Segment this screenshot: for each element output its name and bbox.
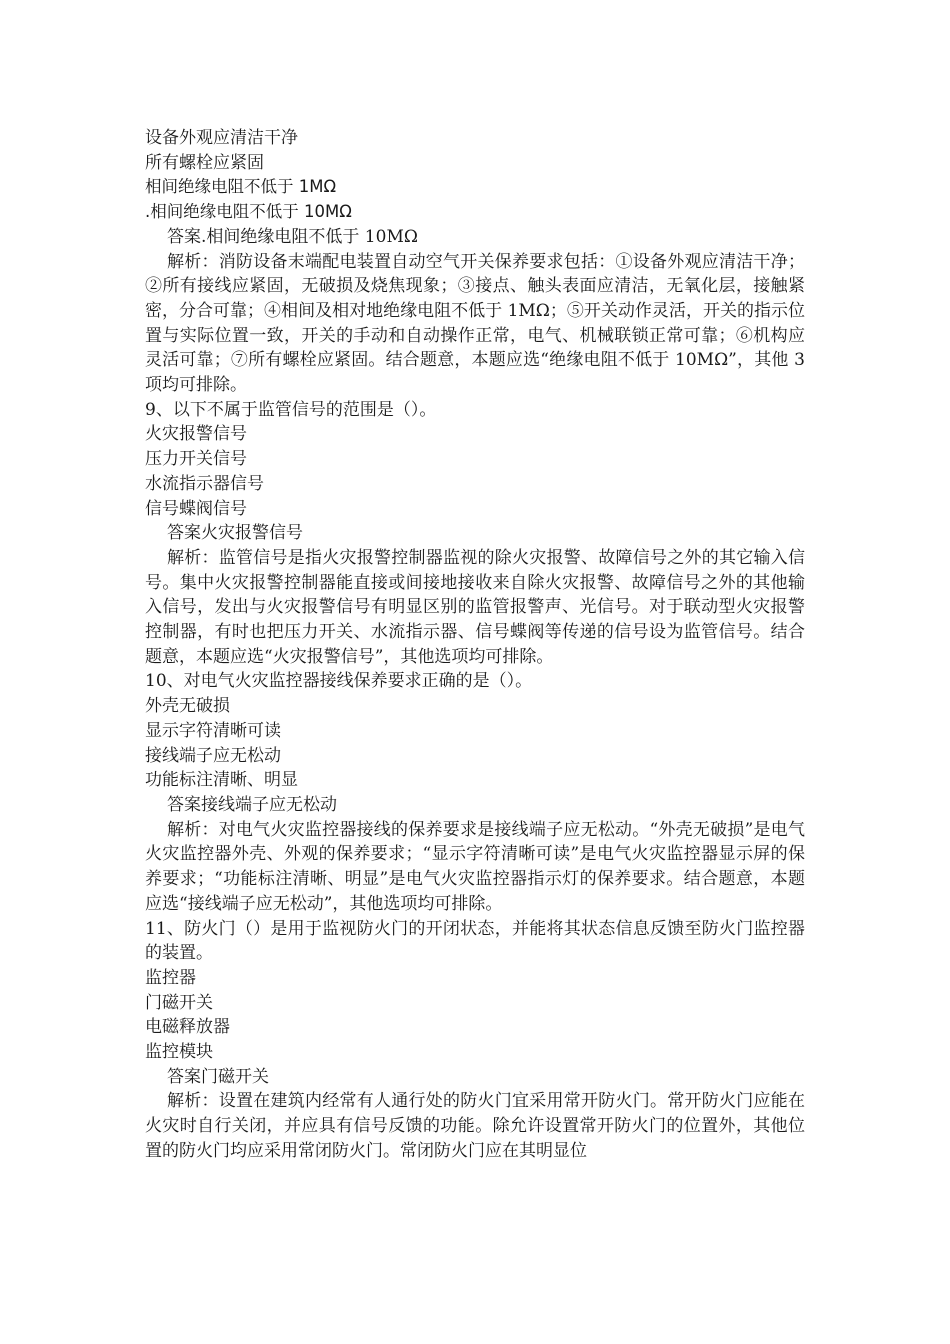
q11-option-c: 电磁释放器 <box>145 1017 230 1038</box>
q11-option-a: 监控器 <box>145 967 196 988</box>
q8-option-b: 所有螺栓应紧固 <box>145 152 264 173</box>
q11-option-d: 监控模块 <box>145 1042 213 1063</box>
q10-option-b: 显示字符清晰可读 <box>145 720 281 741</box>
q8-answer: 答案.相间绝缘电阻不低于 10MΩ <box>167 226 418 247</box>
q10-option-d: 功能标注清晰、明显 <box>145 770 298 791</box>
q9-analysis: 解析：监管信号是指火灾报警控制器监视的除火灾报警、故障信号之外的其它输入信号。集中火灾报警控制器能直接或间接地接收来自除火灾报警、故障信号之外的其他输入信号，发出与火灾报警信号有明显区别的监管报警声、光信号。对于联动型火灾报警控制器，有时也把压力开关、水流指示器、信号蝶阀等传递的信号设为监管信号。结合题意，本题应选“火灾报警信号”，其他选项均可排除。 <box>145 547 805 667</box>
q10-option-a: 外壳无破损 <box>145 696 230 717</box>
document-body <box>145 126 805 1164</box>
q10-analysis: 解析：对电气火灾监控器接线的保养要求是接线端子应无松动。“外壳无破损”是电气火灾监控器外壳、外观的保养要求；“显示字符清晰可读”是电气火灾监控器显示屏的保养要求；“功能标注清晰、明显”是电气火灾监控器指示灯的保养要求。结合题意，本题应选“接线端子应无松动”，其他选项均可排除。 <box>145 819 805 914</box>
q10-answer: 答案接线端子应无松动 <box>167 794 337 815</box>
q11-question: 11、防火门（）是用于监视防火门的开闭状态，并能将其状态信息反馈至防火门监控器的装置。 <box>145 918 805 964</box>
q8-option-c: 相间绝缘电阻不低于 1MΩ <box>145 177 337 197</box>
q9-option-b: 压力开关信号 <box>145 449 247 470</box>
q9-option-c: 水流指示器信号 <box>145 473 264 494</box>
q9-option-d: 信号蝶阀信号 <box>145 498 247 519</box>
q10-option-c: 接线端子应无松动 <box>145 745 281 766</box>
q9-answer: 答案火灾报警信号 <box>167 523 303 544</box>
q11-option-b: 门磁开关 <box>145 992 213 1013</box>
q9-option-a: 火灾报警信号 <box>145 424 247 445</box>
q8-option-d: .相间绝缘电阻不低于 10MΩ <box>145 202 352 222</box>
q11-analysis: 解析：设置在建筑内经常有人通行处的防火门宜采用常开防火门。常开防火门应能在火灾时自行关闭，并应具有信号反馈的功能。除允许设置常开防火门的位置外，其他位置的防火门均应采用常闭防火门。常闭防火门应在其明显位 <box>145 1091 805 1161</box>
q11-answer: 答案门磁开关 <box>167 1066 269 1087</box>
q8-analysis: 解析：消防设备末端配电装置自动空气开关保养要求包括：①设备外观应清洁干净；②所有接线应紧固，无破损及烧焦现象；③接点、触头表面应清洁，无氧化层，接触紧密，分合可靠；④相间及相对地绝缘电阻不低于 1MΩ；⑤开关动作灵活，开关的指示位置与实际位置一致，开关的手动和自动操作正常，电气、机械联锁正常可靠；⑥机构应灵活可靠；⑦所有螺栓应紧固。结合题意，本题应选“绝缘电阻不低于 10MΩ”，其他 3 项均可排除。 <box>145 251 805 396</box>
q9-question: 9、以下不属于监管信号的范围是（）。 <box>145 399 437 420</box>
q8-option-a: 设备外观应清洁干净 <box>145 128 298 148</box>
q10-question: 10、对电气火灾监控器接线保养要求正确的是（）。 <box>145 671 533 692</box>
